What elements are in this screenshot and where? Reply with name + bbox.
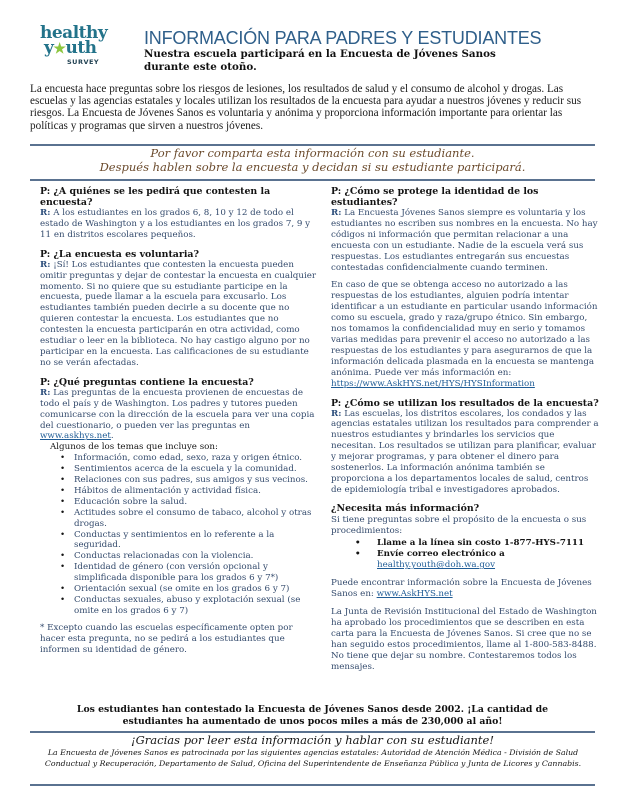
list-item: • Identidad de género (con versión opcional y simplificada disponible para los grados 6 y 7*) bbox=[60, 562, 318, 584]
email-item bbox=[355, 549, 601, 571]
faq-question: P: ¿La encuesta es voluntaria? bbox=[40, 248, 199, 260]
list-item: • Orientación sexual (se omite en los grados 6 y 7) bbox=[60, 584, 318, 595]
list-item: • Hábitos de alimentación y actividad física. bbox=[60, 486, 318, 497]
logo-line-survey: SURVEY bbox=[67, 58, 100, 66]
history-line-2: estudiantes ha aumentado de unos pocos miles a más de 230,000 al año! bbox=[122, 716, 503, 727]
faq-question: P: ¿Cómo se protege la identidad de los estudiantes? bbox=[331, 186, 539, 208]
thanks-message: ¡Gracias por leer esta información y hablar con su estudiante! bbox=[131, 733, 494, 747]
faq-answer bbox=[40, 208, 318, 241]
share-callout bbox=[30, 146, 595, 174]
answer-text: Las preguntas de la encuesta provienen de encuestas de todo el país y de Washington. Los padres y tutores pueden comunicarse con la dirección de la escuela para ver una copia del cuestionario, o pueden ver las preguntas en bbox=[40, 387, 315, 431]
paragraph-text: En caso de que se obtenga acceso no autorizado a las respuestas de los estudiantes, alguien podría intentar identificar a un estudiante en particular usando información como su escuela, grado y raza/grupo étnico. Sin embargo, nos tomamos la confidencialidad muy en serio y tomamos varias medidas para prevenir el acceso no autorizado a las respuestas de los estudiantes y para asegurarnos de que la información delicada plasmada en la encuesta se mantenga anónima. Puede ver más información en: bbox=[331, 280, 598, 378]
logo-line-healthy: healthy bbox=[40, 23, 108, 43]
answer-text: Las escuelas, los distritos escolares, los condados y las agencias estatales utilizan los resultados para comprender a nuestros estudiantes y brindarles los servicios que necesitan. Los resultados se utilizan para planificar, evaluar y mejorar programas, y para obtener el dinero para sostenerlos. La información anónima también se proporciona a los departamentos locales de salud, centros de epidemiología tribal e investigadores aprobados. bbox=[331, 408, 599, 495]
list-item: • Conductas sexuales, abuso y explotación sexual (se omite en los grados 6 y 7) bbox=[60, 595, 318, 617]
faq-question: P: ¿A quiénes se les pedirá que contesten la encuesta? bbox=[40, 186, 271, 208]
left-column bbox=[40, 186, 318, 664]
history-line-1: Los estudiantes han contestado la Encuesta de Jóvenes Sanos desde 2002. ¡La cantidad de bbox=[76, 704, 549, 715]
participation-history bbox=[30, 704, 595, 728]
page-title: INFORMACIÓN PARA PADRES Y ESTUDIANTES bbox=[144, 28, 542, 48]
topics-list bbox=[40, 453, 318, 617]
email-link[interactable]: healthy.youth@doh.wa.gov bbox=[377, 560, 496, 571]
answer-label: R: bbox=[40, 259, 51, 270]
irb-paragraph: La Junta de Revisión Institucional del Estado de Washington ha aprobado los procedimientos que se describen en esta carta para la Encuesta de Jóvenes Sanos. Si cree que no se han seguido estos procedimientos, llame al 1-800-583-8488. No tiene que dejar su nombre. Contestaremos todos los mensajes. bbox=[331, 607, 597, 672]
answer-text: A los estudiantes en los grados 6, 8, 10 y 12 de todo el estado de Washington y a los estudiantes en los grados 7, 9 y 11 en distritos escolares pequeños. bbox=[40, 208, 311, 240]
askhys-site-link[interactable]: www.AskHYS.net bbox=[376, 589, 453, 600]
healthy-youth-survey-logo bbox=[40, 23, 112, 76]
phone-item: • Llame a la línea sin costo 1-877-HYS-7111 bbox=[355, 538, 601, 549]
hys-information-link[interactable]: https://www.AskHYS.net/HYS/HYSInformation bbox=[331, 378, 535, 389]
faq-question: P: ¿Cómo se utilizan los resultados de la encuesta? bbox=[331, 397, 599, 409]
right-column bbox=[331, 186, 601, 672]
answer-label: R: bbox=[331, 408, 342, 419]
divider-footer-bottom bbox=[30, 784, 595, 786]
email-item-text: Envíe correo electrónico a bbox=[377, 549, 505, 560]
answer-label: R: bbox=[331, 208, 342, 218]
list-item: • Información, como edad, sexo, raza y origen étnico. bbox=[60, 453, 318, 464]
list-item: • Conductas relacionadas con la violencia. bbox=[60, 551, 318, 562]
gender-footnote: * Excepto cuando las escuelas específicamente opten por hacer esta pregunta, no se pedirá a los estudiantes que informen su identidad de género. bbox=[40, 622, 293, 655]
list-item: • Actitudes sobre el consumo de tabaco, alcohol y otras drogas. bbox=[60, 508, 318, 530]
unauthorized-access-paragraph bbox=[331, 280, 601, 389]
contact-list bbox=[331, 538, 601, 571]
faq-question: P: ¿Qué preguntas contiene la encuesta? bbox=[40, 376, 254, 388]
page-header bbox=[40, 23, 600, 76]
website-text: Puede encontrar información sobre la Encuesta de Jóvenes Sanos en: bbox=[331, 578, 592, 600]
logo-line-youth bbox=[40, 38, 112, 58]
faq-answer bbox=[331, 208, 601, 273]
faq-results-use bbox=[331, 398, 601, 496]
faq-who bbox=[40, 186, 318, 241]
page-subtitle: Nuestra escuela participará en la Encuesta de Jóvenes Sanos durante este otoño. bbox=[144, 48, 496, 73]
logo-youth-y: y bbox=[44, 38, 54, 58]
callout-line-1: Por favor comparta esta información con su estudiante. bbox=[150, 146, 475, 160]
faq-voluntary bbox=[40, 249, 318, 369]
list-item: • Educación sobre la salud. bbox=[60, 497, 318, 508]
faq-answer bbox=[40, 388, 318, 443]
faq-answer bbox=[40, 260, 318, 369]
divider-callout-bottom bbox=[30, 179, 595, 181]
topics-title: Algunos de los temas que incluye son: bbox=[50, 442, 218, 453]
more-info-section bbox=[331, 504, 601, 673]
callout-line-2: Después hablen sobre la encuesta y decidan si su estudiante participará. bbox=[99, 160, 526, 174]
website-paragraph bbox=[331, 578, 601, 600]
answer-text: ¡Sí! Los estudiantes que contesten la encuesta pueden omitir preguntas y dejar de contestar la encuesta en cualquier momento. Si no quiere que su estudiante participe en la encuesta, puede llamar a la escuela para excusarlo. Los estudiantes también pueden decirle a su docente que no quieren contestar la encuesta. Los estudiantes que no contesten la encuesta participarán en otra actividad, como estudiar o leer en la biblioteca. No hay castigo alguno por no participar en la encuesta. Las calificaciones de su estudiante no se verán afectadas. bbox=[40, 259, 317, 368]
faq-questions-content bbox=[40, 377, 318, 656]
star-icon: ★ bbox=[53, 41, 66, 57]
answer-label: R: bbox=[40, 387, 51, 398]
answer-label: R: bbox=[40, 208, 51, 218]
answer-text: La Encuesta Jóvenes Sanos siempre es voluntaria y los estudiantes no escriben sus nombres en la encuesta. No hay códigos ni información que permitan relacionar a una encuesta con un estudiante. Nadie de la escuela verá sus respuestas. Los estudiantes entregarán sus encuestas contestadas confidencialmente cuando terminen. bbox=[331, 208, 598, 273]
list-item: • Conductas y sentimientos en lo referente a la seguridad. bbox=[60, 530, 318, 552]
more-info-intro: Si tiene preguntas sobre el propósito de la encuesta o sus procedimientos: bbox=[331, 514, 587, 536]
faq-identity-protection bbox=[331, 186, 601, 390]
list-item: • Sentimientos acerca de la escuela y la comunidad. bbox=[60, 464, 318, 475]
askhys-link[interactable]: www.askhys.net bbox=[40, 431, 111, 442]
faq-answer bbox=[331, 409, 601, 496]
sponsors-text: La Encuesta de Jóvenes Sanos es patrocinada por las siguientes agencias estatales: Autoridad de Atención Médica - División de Salud Conductual y Recuperación, Departamento de Salud, Oficina del Superintendente de Enseñanza Pública y Junta de Licores y Cannabis. bbox=[44, 748, 582, 768]
intro-paragraph: La encuesta hace preguntas sobre los riesgos de lesiones, los resultados de salud y el consumo de alcohol y drogas. Las escuelas y las agencias estatales y locales utilizan los resultados de la encuesta para ayudar a nuestros jóvenes y reducir sus riesgos. La Encuesta de Jóvenes Sanos es voluntaria y anónima y proporciona información importante para orientar las políticas y programas que sirven a nuestros jóvenes. bbox=[30, 83, 582, 132]
list-item: • Relaciones con sus padres, sus amigos y sus vecinos. bbox=[60, 475, 318, 486]
more-info-title: ¿Necesita más información? bbox=[331, 502, 480, 514]
logo-youth-uth: uth bbox=[65, 38, 97, 58]
answer-text-end: . bbox=[110, 431, 114, 442]
